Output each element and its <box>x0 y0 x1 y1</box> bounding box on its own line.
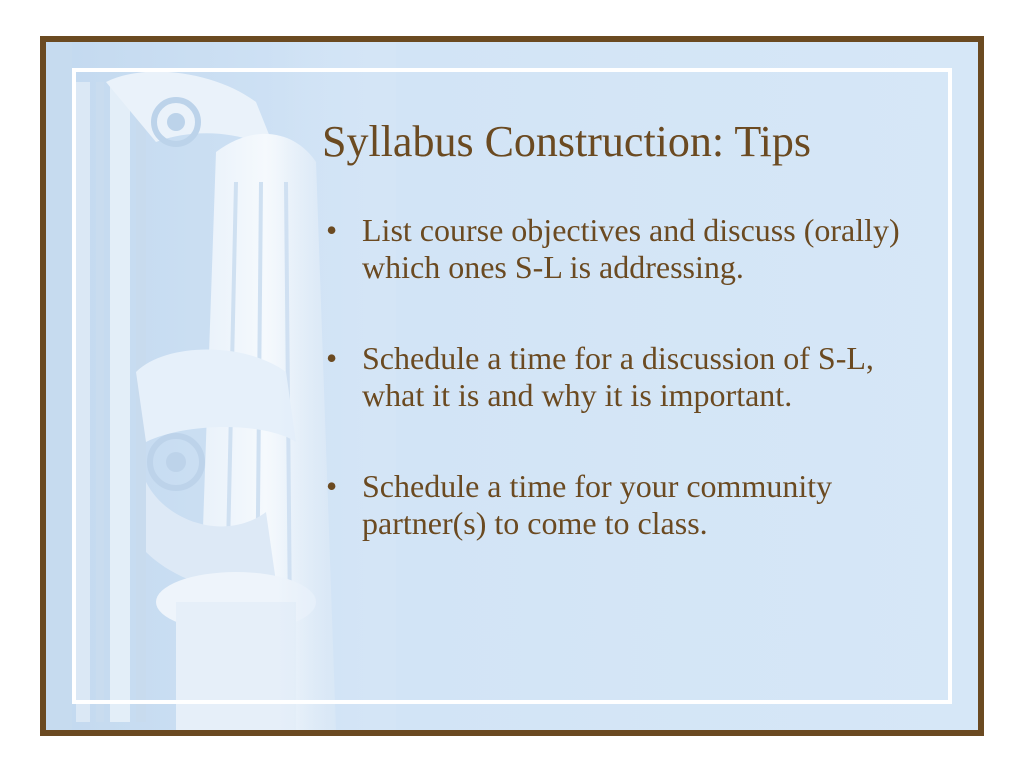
bullet-text: Schedule a time for your community partner(s) to come to class. <box>362 468 833 541</box>
bullet-item <box>318 340 918 414</box>
bullet-item <box>318 468 918 542</box>
slide-title: Syllabus Construction: Tips <box>322 117 812 166</box>
bullet-list <box>318 212 918 596</box>
bullet-text: Schedule a time for a discussion of S-L, what it is and why it is important. <box>362 340 874 413</box>
bullet-icon: • <box>326 212 338 248</box>
bullet-icon: • <box>326 340 338 376</box>
bullet-text: List course objectives and discuss (orally) which ones S-L is addressing. <box>362 212 900 285</box>
bullet-item <box>318 212 918 286</box>
bullet-icon: • <box>326 468 338 504</box>
slide <box>40 36 984 736</box>
